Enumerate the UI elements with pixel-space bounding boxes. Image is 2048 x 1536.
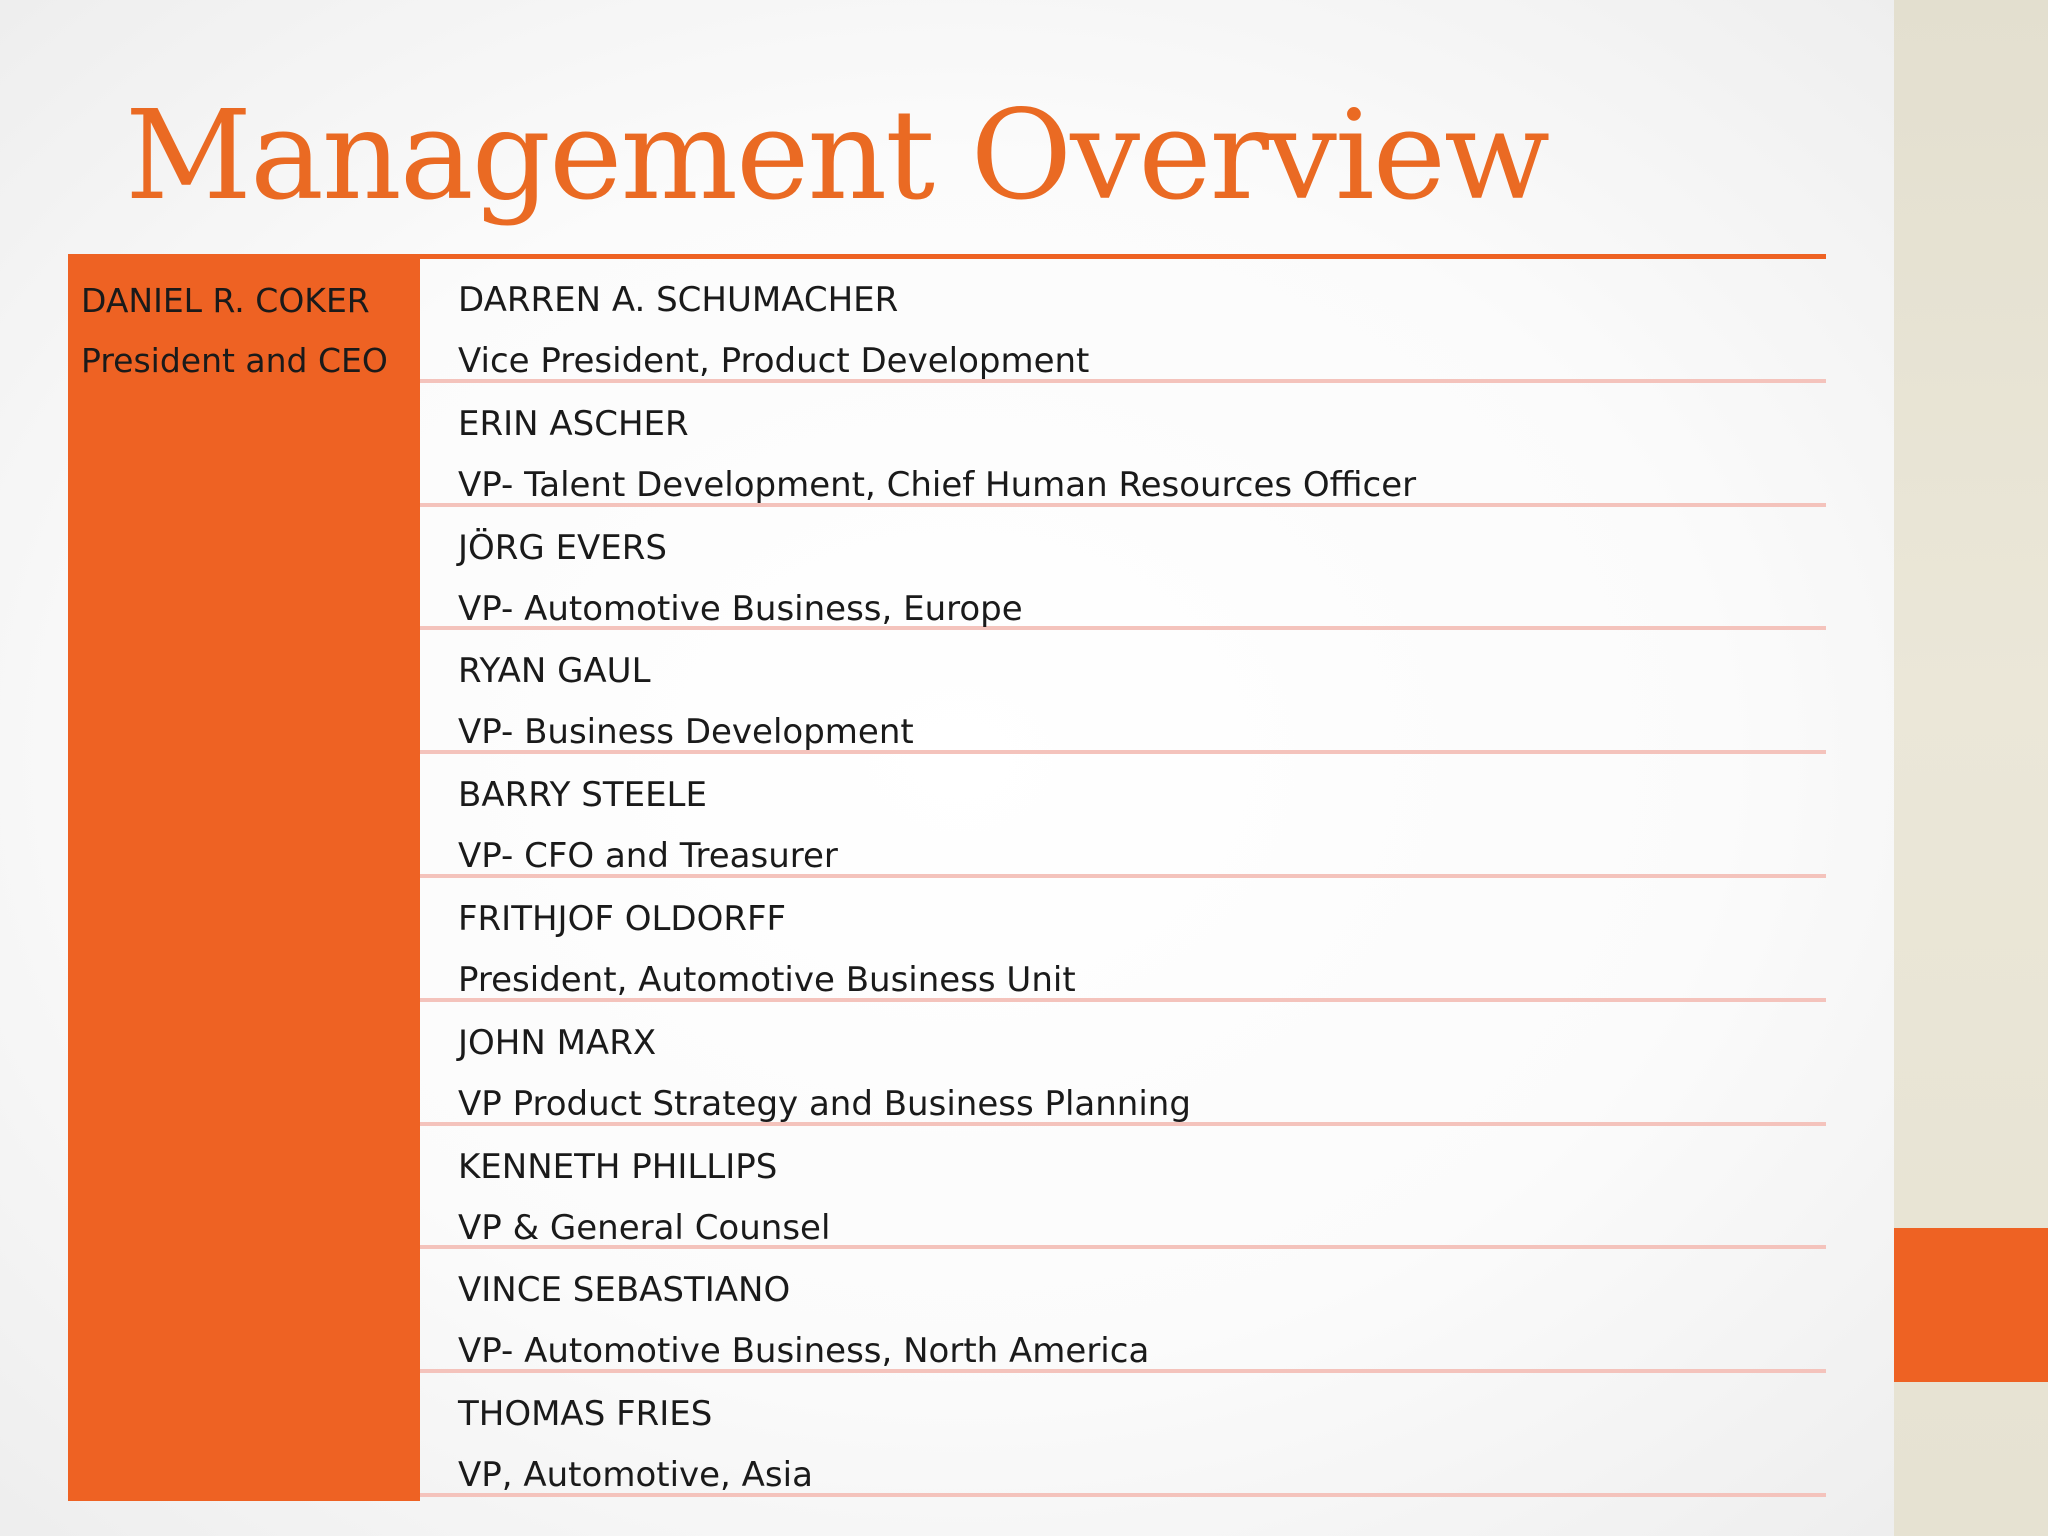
right-accent-block xyxy=(1894,1228,2048,1382)
executive-row xyxy=(420,1126,1826,1250)
executive-row xyxy=(420,630,1826,754)
executive-name: KENNETH PHILLIPS xyxy=(458,1146,778,1187)
executive-title: VP- Business Development xyxy=(458,712,914,753)
executive-title: President, Automotive Business Unit xyxy=(458,959,1076,1000)
executive-row xyxy=(420,878,1826,1002)
executive-name: FRITHJOF OLDORFF xyxy=(458,898,787,939)
ceo-title: President and CEO xyxy=(81,341,388,380)
executive-name: THOMAS FRIES xyxy=(458,1394,713,1435)
executive-title: VP- Talent Development, Chief Human Resources Officer xyxy=(458,464,1417,505)
executive-row xyxy=(420,1373,1826,1497)
executive-name: JÖRG EVERS xyxy=(458,527,667,568)
executive-name: JOHN MARX xyxy=(458,1022,657,1063)
ceo-name: DANIEL R. COKER xyxy=(81,281,370,320)
executive-title: VP- CFO and Treasurer xyxy=(458,836,838,877)
executive-title: VP Product Strategy and Business Planning xyxy=(458,1083,1191,1124)
executive-title: VP & General Counsel xyxy=(458,1207,831,1248)
executive-row xyxy=(420,754,1826,878)
executive-title: Vice President, Product Development xyxy=(458,341,1090,381)
executive-name: BARRY STEELE xyxy=(458,775,707,816)
executive-row xyxy=(420,383,1826,507)
executive-name: RYAN GAUL xyxy=(458,651,651,692)
executive-name: VINCE SEBASTIANO xyxy=(458,1270,791,1311)
executive-title: VP, Automotive, Asia xyxy=(458,1455,813,1496)
ceo-cell xyxy=(68,259,420,1501)
executive-name: DARREN A. SCHUMACHER xyxy=(458,280,899,320)
executive-list xyxy=(420,259,1826,1497)
executive-row xyxy=(420,1002,1826,1126)
executive-row xyxy=(420,1249,1826,1373)
executive-row xyxy=(420,259,1826,383)
management-table xyxy=(68,254,1826,1501)
executive-name: ERIN ASCHER xyxy=(458,403,689,444)
executive-row xyxy=(420,507,1826,631)
executive-title: VP- Automotive Business, North America xyxy=(458,1331,1150,1372)
slide-title: Management Overview xyxy=(125,84,1549,228)
executive-title: VP- Automotive Business, Europe xyxy=(458,588,1023,629)
